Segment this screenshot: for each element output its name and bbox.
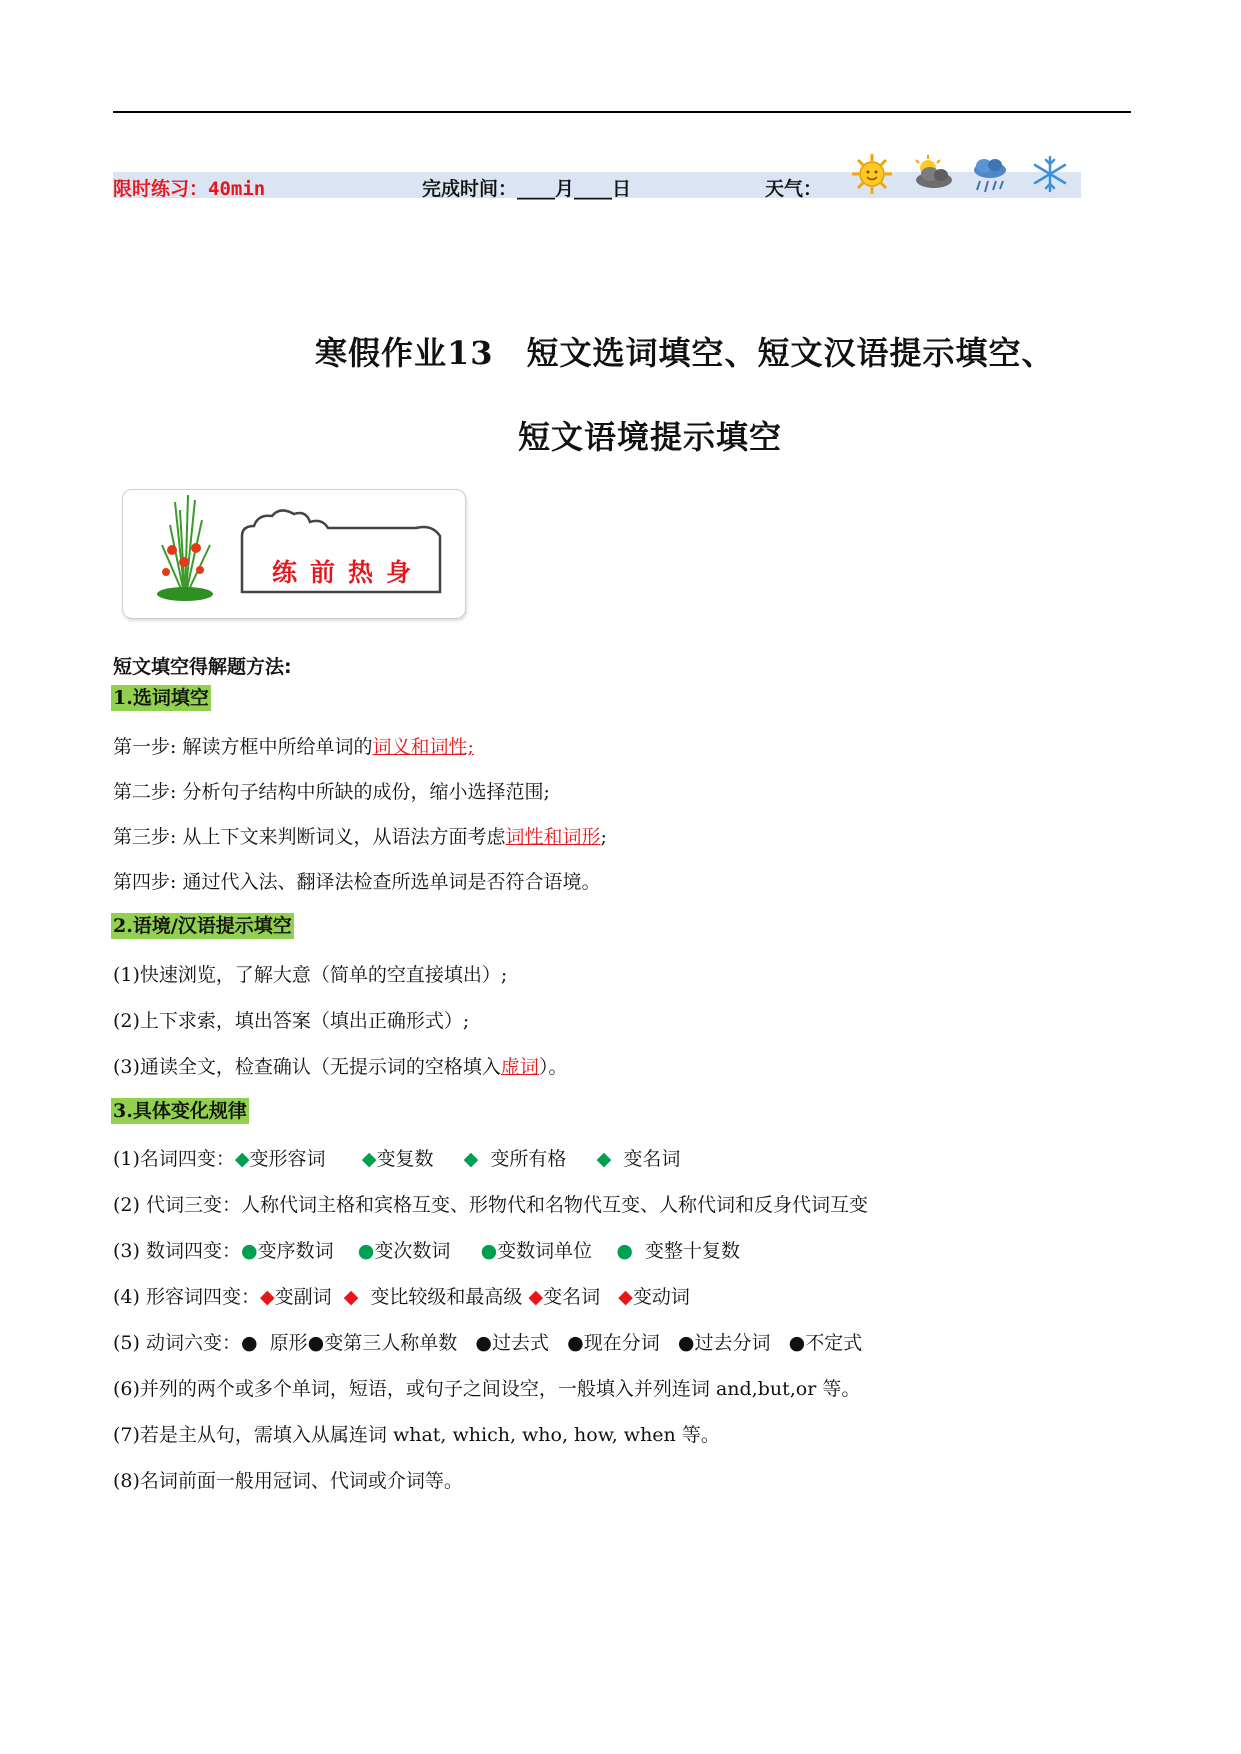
black-dot-icon: ● xyxy=(788,1332,806,1354)
finish-time: 完成时间：____月____日 xyxy=(422,178,632,200)
green-diamond-icon: ◆ xyxy=(234,1148,250,1170)
red-diamond-icon: ◆ xyxy=(618,1286,633,1308)
red-diamond-icon: ◆ xyxy=(528,1286,544,1308)
section3-item-6: (6)并列的两个或多个单词，短语，或句子之间设空，一般填入并列连词 and,but,or 等。 xyxy=(113,1378,861,1400)
step-3: 第三步: 从上下文来判断词义，从语法方面考虑词性和词形; xyxy=(113,826,607,848)
black-dot-icon: ● xyxy=(240,1332,258,1354)
pronoun-rules: (2) 代词三变：人称代词主格和宾格互变、形物代和名物代互变、人称代词和反身代词互变 xyxy=(113,1194,868,1216)
green-dot-icon: ● xyxy=(240,1240,258,1262)
section3-item-7: (7)若是主从句，需填入从属连词 what, which, who, how, when 等。 xyxy=(113,1424,720,1446)
snowflake-icon[interactable] xyxy=(1030,154,1070,194)
section3-heading: 3.具体变化规律 xyxy=(113,1100,247,1122)
section2-item-1: (1)快速浏览，了解大意（简单的空直接填出）; xyxy=(113,964,508,986)
verb-rules: (5) 动词六变：● 原形●变第三人称单数 ●过去式 ●现在分词 ●过去分词 ●不定式 xyxy=(113,1332,863,1354)
green-diamond-icon: ◆ xyxy=(596,1148,612,1170)
green-diamond-icon: ◆ xyxy=(361,1148,377,1170)
noun-rules: (1)名词四变：◆变形容词 ◆变复数 ◆ 变所有格 ◆ 变名词 xyxy=(113,1148,681,1170)
section3-item-8: (8)名词前面一般用冠词、代词或介词等。 xyxy=(113,1470,463,1492)
black-dot-icon: ● xyxy=(475,1332,492,1354)
step-1: 第一步: 解读方框中所给单词的词义和词性; xyxy=(113,736,474,758)
green-dot-icon: ● xyxy=(357,1240,375,1262)
step1-highlight: 词义和词性; xyxy=(372,736,474,758)
title-line-2: 短文语境提示填空 xyxy=(518,418,783,456)
flower-plant-icon xyxy=(140,490,230,602)
section2-highlight: 虚词 xyxy=(500,1056,539,1078)
step3-highlight: 词性和词形 xyxy=(505,826,601,848)
section2-heading: 2.语境/汉语提示填空 xyxy=(113,915,292,937)
partly-cloudy-icon[interactable] xyxy=(908,154,956,194)
black-dot-icon: ● xyxy=(677,1332,695,1354)
numeral-rules: (3) 数词四变：●变序数词 ●变次数词 ●变数词单位 ● 变整十复数 xyxy=(113,1240,741,1262)
step-4: 第四步: 通过代入法、翻译法检查所选单词是否符合语境。 xyxy=(113,871,601,893)
top-rule xyxy=(113,111,1131,113)
time-limit: 限时练习：40min xyxy=(113,178,266,200)
red-diamond-icon: ◆ xyxy=(343,1286,359,1308)
black-dot-icon: ● xyxy=(567,1332,584,1354)
green-diamond-icon: ◆ xyxy=(463,1148,479,1170)
warmup-label: 练前热身 xyxy=(272,558,425,587)
red-diamond-icon: ◆ xyxy=(259,1286,275,1308)
rain-icon[interactable] xyxy=(970,156,1010,196)
black-dot-icon: ● xyxy=(307,1332,325,1354)
adjective-rules: (4) 形容词四变：◆变副词 ◆ 变比较级和最高级 ◆变名词 ◆变动词 xyxy=(113,1286,690,1308)
step-2: 第二步: 分析句子结构中所缺的成份，缩小选择范围; xyxy=(113,781,550,803)
title-line-1: 寒假作业13 短文选词填空、短文汉语提示填空、 xyxy=(315,334,1055,372)
green-dot-icon: ● xyxy=(616,1240,633,1262)
section1-heading: 1.选词填空 xyxy=(113,687,209,709)
sun-icon[interactable] xyxy=(850,152,894,196)
section2-item-2: (2)上下求索，填出答案（填出正确形式）; xyxy=(113,1010,470,1032)
section2-item-3: (3)通读全文，检查确认（无提示词的空格填入虚词）。 xyxy=(113,1056,568,1078)
weather-label: 天气： xyxy=(765,178,823,200)
method-title: 短文填空得解题方法: xyxy=(113,656,292,678)
green-dot-icon: ● xyxy=(480,1240,498,1262)
